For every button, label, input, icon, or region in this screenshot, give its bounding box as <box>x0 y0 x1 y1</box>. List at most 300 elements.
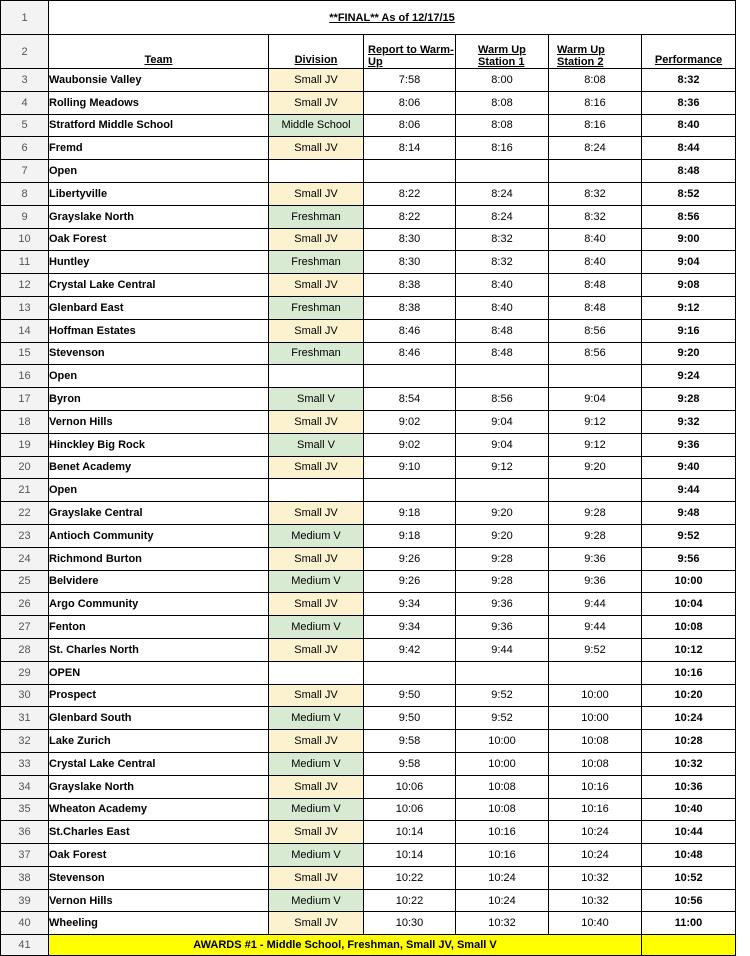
division-cell[interactable]: Medium V <box>269 616 364 639</box>
station1-time-cell[interactable]: 10:32 <box>456 912 549 935</box>
station2-time-cell[interactable]: 8:48 <box>549 296 642 319</box>
table-row <box>1 91 750 114</box>
station2-time-cell[interactable]: 8:08 <box>549 69 642 92</box>
performance-time-cell[interactable]: 9:40 <box>642 456 736 479</box>
station1-time-cell[interactable]: 8:08 <box>456 91 549 114</box>
performance-time-cell[interactable]: 10:56 <box>642 889 736 912</box>
row-number[interactable]: 36 <box>1 821 49 844</box>
row-number[interactable]: 30 <box>1 684 49 707</box>
report-time-cell[interactable]: 10:22 <box>364 889 456 912</box>
table-row <box>1 616 750 639</box>
station2-time-cell[interactable] <box>549 479 642 502</box>
station2-time-cell[interactable] <box>549 365 642 388</box>
station1-time-cell[interactable]: 8:56 <box>456 388 549 411</box>
station2-time-cell[interactable]: 10:16 <box>549 775 642 798</box>
performance-time-cell[interactable]: 9:12 <box>642 296 736 319</box>
station2-time-cell[interactable]: 8:56 <box>549 342 642 365</box>
station1-time-cell[interactable]: 9:12 <box>456 456 549 479</box>
row-number[interactable]: 23 <box>1 524 49 547</box>
division-cell[interactable]: Small JV <box>269 866 364 889</box>
sheet-title[interactable]: **FINAL** As of 12/17/15 <box>49 1 736 35</box>
report-time-cell[interactable]: 8:06 <box>364 91 456 114</box>
team-cell[interactable]: Wheaton Academy <box>49 798 269 821</box>
team-cell[interactable]: Huntley <box>49 251 269 274</box>
station1-time-cell[interactable]: 10:16 <box>456 821 549 844</box>
performance-time-cell[interactable]: 10:32 <box>642 752 736 775</box>
team-cell[interactable]: Grayslake Central <box>49 502 269 525</box>
performance-time-cell[interactable]: 8:36 <box>642 91 736 114</box>
division-cell[interactable]: Small JV <box>269 319 364 342</box>
row-number[interactable]: 26 <box>1 593 49 616</box>
report-time-cell[interactable]: 8:38 <box>364 296 456 319</box>
station2-time-cell[interactable]: 9:28 <box>549 502 642 525</box>
title-row <box>1 1 750 35</box>
row-number[interactable]: 25 <box>1 570 49 593</box>
awards-banner-end[interactable] <box>642 935 736 956</box>
station2-time-cell[interactable]: 8:48 <box>549 274 642 297</box>
station1-time-cell[interactable]: 9:36 <box>456 593 549 616</box>
station1-time-cell[interactable]: 8:08 <box>456 114 549 137</box>
row-number[interactable]: 35 <box>1 798 49 821</box>
team-cell[interactable]: Stratford Middle School <box>49 114 269 137</box>
row-number[interactable]: 15 <box>1 342 49 365</box>
performance-time-cell[interactable]: 8:32 <box>642 69 736 92</box>
station1-time-cell[interactable] <box>456 160 549 183</box>
row-number[interactable]: 2 <box>1 35 49 69</box>
team-cell[interactable]: Lake Zurich <box>49 730 269 753</box>
row-number[interactable]: 13 <box>1 296 49 319</box>
team-cell[interactable]: St. Charles North <box>49 638 269 661</box>
station2-time-cell[interactable]: 10:16 <box>549 798 642 821</box>
performance-time-cell[interactable]: 8:56 <box>642 205 736 228</box>
performance-time-cell[interactable]: 9:08 <box>642 274 736 297</box>
report-time-cell[interactable]: 8:38 <box>364 274 456 297</box>
report-time-cell[interactable]: 9:58 <box>364 730 456 753</box>
row-number[interactable]: 3 <box>1 69 49 92</box>
report-time-cell[interactable]: 8:30 <box>364 251 456 274</box>
row-number[interactable]: 1 <box>1 1 49 35</box>
performance-time-cell[interactable]: 9:20 <box>642 342 736 365</box>
report-time-cell[interactable]: 9:18 <box>364 502 456 525</box>
team-cell[interactable]: Richmond Burton <box>49 547 269 570</box>
report-time-cell[interactable]: 9:26 <box>364 570 456 593</box>
report-time-cell[interactable]: 9:50 <box>364 684 456 707</box>
report-time-cell[interactable]: 9:50 <box>364 707 456 730</box>
team-cell[interactable]: Grayslake North <box>49 775 269 798</box>
team-cell[interactable]: Belvidere <box>49 570 269 593</box>
team-cell[interactable]: Oak Forest <box>49 844 269 867</box>
table-row <box>1 570 750 593</box>
team-cell[interactable]: Hoffman Estates <box>49 319 269 342</box>
report-time-cell[interactable]: 10:06 <box>364 798 456 821</box>
row-number[interactable]: 38 <box>1 866 49 889</box>
row-number[interactable]: 7 <box>1 160 49 183</box>
table-row <box>1 69 750 92</box>
row-number[interactable]: 6 <box>1 137 49 160</box>
station2-time-cell[interactable]: 9:12 <box>549 410 642 433</box>
station1-time-cell[interactable]: 9:52 <box>456 684 549 707</box>
station2-time-cell[interactable]: 9:36 <box>549 547 642 570</box>
team-cell[interactable]: Fenton <box>49 616 269 639</box>
station2-time-cell[interactable]: 8:32 <box>549 182 642 205</box>
performance-time-cell[interactable]: 9:00 <box>642 228 736 251</box>
performance-time-cell[interactable]: 9:04 <box>642 251 736 274</box>
header-report[interactable]: Report to Warm- Up <box>364 35 456 69</box>
team-cell[interactable]: Waubonsie Valley <box>49 69 269 92</box>
station1-time-cell[interactable]: 10:08 <box>456 798 549 821</box>
header-division[interactable]: Division <box>269 35 364 69</box>
performance-time-cell[interactable]: 9:56 <box>642 547 736 570</box>
team-cell[interactable]: Vernon Hills <box>49 889 269 912</box>
station2-time-cell[interactable]: 8:16 <box>549 91 642 114</box>
division-cell[interactable]: Small JV <box>269 69 364 92</box>
station1-time-cell[interactable]: 9:36 <box>456 616 549 639</box>
table-row <box>1 912 750 935</box>
header-station2[interactable]: Warm Up Station 2 <box>549 35 642 69</box>
row-number[interactable]: 18 <box>1 410 49 433</box>
row-number[interactable]: 31 <box>1 707 49 730</box>
station1-time-cell[interactable]: 10:00 <box>456 730 549 753</box>
awards-row <box>1 935 750 956</box>
report-time-cell[interactable]: 10:22 <box>364 866 456 889</box>
performance-time-cell[interactable]: 9:16 <box>642 319 736 342</box>
station1-time-cell[interactable]: 9:28 <box>456 570 549 593</box>
division-cell[interactable]: Small JV <box>269 456 364 479</box>
station1-time-cell[interactable]: 9:20 <box>456 524 549 547</box>
row-number[interactable]: 17 <box>1 388 49 411</box>
table-row <box>1 889 750 912</box>
performance-time-cell[interactable]: 10:40 <box>642 798 736 821</box>
team-cell[interactable]: Libertyville <box>49 182 269 205</box>
station2-time-cell[interactable]: 8:32 <box>549 205 642 228</box>
performance-time-cell[interactable]: 10:48 <box>642 844 736 867</box>
report-time-cell[interactable]: 9:10 <box>364 456 456 479</box>
report-time-cell[interactable]: 9:18 <box>364 524 456 547</box>
report-time-cell[interactable] <box>364 365 456 388</box>
row-number[interactable]: 27 <box>1 616 49 639</box>
station1-time-cell[interactable]: 9:20 <box>456 502 549 525</box>
report-time-cell[interactable]: 8:22 <box>364 182 456 205</box>
station2-time-cell[interactable]: 10:40 <box>549 912 642 935</box>
division-cell[interactable]: Small JV <box>269 228 364 251</box>
team-cell[interactable]: Glenbard East <box>49 296 269 319</box>
table-row <box>1 593 750 616</box>
report-time-cell[interactable]: 8:54 <box>364 388 456 411</box>
station1-time-cell[interactable]: 8:16 <box>456 137 549 160</box>
table-row <box>1 137 750 160</box>
performance-time-cell[interactable]: 10:28 <box>642 730 736 753</box>
table-row <box>1 479 750 502</box>
division-cell[interactable]: Medium V <box>269 707 364 730</box>
row-number[interactable]: 40 <box>1 912 49 935</box>
station1-time-cell[interactable] <box>456 365 549 388</box>
row-number[interactable]: 9 <box>1 205 49 228</box>
header-performance[interactable]: Performance <box>642 35 736 69</box>
performance-time-cell[interactable]: 10:08 <box>642 616 736 639</box>
team-cell[interactable]: Argo Community <box>49 593 269 616</box>
performance-time-cell[interactable]: 9:28 <box>642 388 736 411</box>
row-number[interactable]: 14 <box>1 319 49 342</box>
station2-time-cell[interactable]: 8:40 <box>549 228 642 251</box>
station2-time-cell[interactable]: 9:04 <box>549 388 642 411</box>
station2-time-cell[interactable] <box>549 661 642 684</box>
station2-time-cell[interactable]: 9:44 <box>549 616 642 639</box>
row-number[interactable]: 8 <box>1 182 49 205</box>
station2-time-cell[interactable]: 10:24 <box>549 844 642 867</box>
station1-time-cell[interactable]: 10:16 <box>456 844 549 867</box>
row-number[interactable]: 33 <box>1 752 49 775</box>
team-cell[interactable]: Open <box>49 365 269 388</box>
team-cell[interactable]: Fremd <box>49 137 269 160</box>
division-cell[interactable]: Small JV <box>269 182 364 205</box>
station2-time-cell[interactable]: 10:08 <box>549 730 642 753</box>
division-cell[interactable]: Small JV <box>269 684 364 707</box>
table-row <box>1 502 750 525</box>
station1-time-cell[interactable]: 8:40 <box>456 296 549 319</box>
station2-time-cell[interactable]: 10:00 <box>549 684 642 707</box>
report-time-cell[interactable]: 9:26 <box>364 547 456 570</box>
performance-time-cell[interactable]: 9:52 <box>642 524 736 547</box>
performance-time-cell[interactable]: 8:44 <box>642 137 736 160</box>
station2-time-cell[interactable] <box>549 160 642 183</box>
station2-time-cell[interactable]: 8:24 <box>549 137 642 160</box>
team-cell[interactable]: Open <box>49 479 269 502</box>
report-time-cell[interactable]: 10:30 <box>364 912 456 935</box>
report-time-cell[interactable] <box>364 160 456 183</box>
report-time-cell[interactable]: 9:42 <box>364 638 456 661</box>
station1-time-cell[interactable]: 8:48 <box>456 319 549 342</box>
row-number[interactable]: 24 <box>1 547 49 570</box>
station1-time-cell[interactable]: 9:04 <box>456 433 549 456</box>
division-cell[interactable]: Middle School <box>269 114 364 137</box>
team-cell[interactable]: Open <box>49 160 269 183</box>
station1-time-cell[interactable]: 8:24 <box>456 205 549 228</box>
station2-time-cell[interactable]: 9:20 <box>549 456 642 479</box>
division-cell[interactable]: Medium V <box>269 844 364 867</box>
station2-time-cell[interactable]: 10:24 <box>549 821 642 844</box>
table-row <box>1 251 750 274</box>
division-cell[interactable] <box>269 365 364 388</box>
performance-time-cell[interactable]: 9:48 <box>642 502 736 525</box>
header-station1[interactable]: Warm Up Station 1 <box>456 35 549 69</box>
header-row <box>1 35 750 69</box>
division-cell[interactable]: Medium V <box>269 889 364 912</box>
row-number[interactable]: 29 <box>1 661 49 684</box>
team-cell[interactable]: Byron <box>49 388 269 411</box>
station1-time-cell[interactable]: 9:44 <box>456 638 549 661</box>
team-cell[interactable]: Prospect <box>49 684 269 707</box>
performance-time-cell[interactable]: 10:00 <box>642 570 736 593</box>
table-row <box>1 456 750 479</box>
table-row <box>1 547 750 570</box>
station1-time-cell[interactable] <box>456 661 549 684</box>
team-cell[interactable]: Grayslake North <box>49 205 269 228</box>
row-number[interactable]: 4 <box>1 91 49 114</box>
division-cell[interactable]: Small JV <box>269 912 364 935</box>
division-cell[interactable]: Small JV <box>269 137 364 160</box>
division-cell[interactable] <box>269 160 364 183</box>
performance-time-cell[interactable]: 8:48 <box>642 160 736 183</box>
awards-banner[interactable]: AWARDS #1 - Middle School, Freshman, Small JV, Small V <box>49 935 642 956</box>
team-cell[interactable]: Stevenson <box>49 866 269 889</box>
station1-time-cell[interactable]: 8:24 <box>456 182 549 205</box>
team-cell[interactable]: St.Charles East <box>49 821 269 844</box>
performance-time-cell[interactable]: 9:24 <box>642 365 736 388</box>
performance-time-cell[interactable]: 8:40 <box>642 114 736 137</box>
row-number[interactable]: 20 <box>1 456 49 479</box>
report-time-cell[interactable]: 9:34 <box>364 616 456 639</box>
division-cell[interactable]: Small JV <box>269 821 364 844</box>
division-cell[interactable]: Freshman <box>269 251 364 274</box>
division-cell[interactable]: Small V <box>269 433 364 456</box>
division-cell[interactable]: Medium V <box>269 524 364 547</box>
report-time-cell[interactable] <box>364 661 456 684</box>
row-number[interactable]: 12 <box>1 274 49 297</box>
team-cell[interactable]: OPEN <box>49 661 269 684</box>
row-number[interactable]: 16 <box>1 365 49 388</box>
team-cell[interactable]: Benet Academy <box>49 456 269 479</box>
table-row <box>1 775 750 798</box>
table-row <box>1 228 750 251</box>
station2-time-cell[interactable]: 9:52 <box>549 638 642 661</box>
station1-time-cell[interactable]: 8:48 <box>456 342 549 365</box>
team-cell[interactable]: Stevenson <box>49 342 269 365</box>
station1-time-cell[interactable]: 8:32 <box>456 251 549 274</box>
station2-time-cell[interactable]: 9:36 <box>549 570 642 593</box>
table-row <box>1 798 750 821</box>
division-cell[interactable]: Small JV <box>269 91 364 114</box>
report-time-cell[interactable]: 8:46 <box>364 342 456 365</box>
row-number[interactable]: 41 <box>1 935 49 956</box>
station2-time-cell[interactable]: 10:00 <box>549 707 642 730</box>
station1-time-cell[interactable]: 10:00 <box>456 752 549 775</box>
performance-time-cell[interactable]: 10:52 <box>642 866 736 889</box>
performance-time-cell[interactable]: 9:44 <box>642 479 736 502</box>
team-cell[interactable]: Glenbard South <box>49 707 269 730</box>
division-cell[interactable]: Small JV <box>269 593 364 616</box>
report-time-cell[interactable]: 10:06 <box>364 775 456 798</box>
station2-time-cell[interactable]: 8:40 <box>549 251 642 274</box>
station1-time-cell[interactable]: 8:32 <box>456 228 549 251</box>
performance-time-cell[interactable]: 10:04 <box>642 593 736 616</box>
report-time-cell[interactable]: 9:58 <box>364 752 456 775</box>
report-time-cell[interactable] <box>364 479 456 502</box>
row-number[interactable]: 21 <box>1 479 49 502</box>
team-cell[interactable]: Rolling Meadows <box>49 91 269 114</box>
station2-time-cell[interactable]: 10:32 <box>549 889 642 912</box>
division-cell[interactable]: Small JV <box>269 547 364 570</box>
station1-time-cell[interactable]: 8:40 <box>456 274 549 297</box>
row-number[interactable]: 39 <box>1 889 49 912</box>
division-cell[interactable]: Freshman <box>269 342 364 365</box>
division-cell[interactable]: Small JV <box>269 502 364 525</box>
division-cell[interactable]: Freshman <box>269 205 364 228</box>
division-cell[interactable] <box>269 661 364 684</box>
division-cell[interactable]: Small JV <box>269 730 364 753</box>
station1-time-cell[interactable]: 10:08 <box>456 775 549 798</box>
station1-time-cell[interactable]: 10:24 <box>456 889 549 912</box>
table-row <box>1 205 750 228</box>
station1-time-cell[interactable]: 9:52 <box>456 707 549 730</box>
report-time-cell[interactable]: 8:22 <box>364 205 456 228</box>
row-number[interactable]: 19 <box>1 433 49 456</box>
performance-time-cell[interactable]: 8:52 <box>642 182 736 205</box>
station2-time-cell[interactable]: 10:32 <box>549 866 642 889</box>
performance-time-cell[interactable]: 10:36 <box>642 775 736 798</box>
report-time-cell[interactable]: 9:02 <box>364 433 456 456</box>
station2-time-cell[interactable]: 8:56 <box>549 319 642 342</box>
station2-time-cell[interactable]: 10:08 <box>549 752 642 775</box>
performance-time-cell[interactable]: 10:16 <box>642 661 736 684</box>
division-cell[interactable]: Small JV <box>269 274 364 297</box>
table-row <box>1 274 750 297</box>
report-time-cell[interactable]: 10:14 <box>364 844 456 867</box>
report-time-cell[interactable]: 8:46 <box>364 319 456 342</box>
row-number[interactable]: 28 <box>1 638 49 661</box>
team-cell[interactable]: Wheeling <box>49 912 269 935</box>
division-cell[interactable] <box>269 479 364 502</box>
row-number[interactable]: 32 <box>1 730 49 753</box>
station2-time-cell[interactable]: 8:16 <box>549 114 642 137</box>
row-number[interactable]: 10 <box>1 228 49 251</box>
station1-time-cell[interactable]: 9:04 <box>456 410 549 433</box>
station1-time-cell[interactable]: 8:00 <box>456 69 549 92</box>
performance-time-cell[interactable]: 10:44 <box>642 821 736 844</box>
performance-time-cell[interactable]: 9:36 <box>642 433 736 456</box>
performance-time-cell[interactable]: 10:20 <box>642 684 736 707</box>
report-time-cell[interactable]: 10:14 <box>364 821 456 844</box>
report-time-cell[interactable]: 9:02 <box>364 410 456 433</box>
row-number[interactable]: 5 <box>1 114 49 137</box>
row-number[interactable]: 11 <box>1 251 49 274</box>
team-cell[interactable]: Antioch Community <box>49 524 269 547</box>
row-number[interactable]: 37 <box>1 844 49 867</box>
row-number[interactable]: 22 <box>1 502 49 525</box>
team-cell[interactable]: Crystal Lake Central <box>49 752 269 775</box>
station2-time-cell[interactable]: 9:44 <box>549 593 642 616</box>
division-cell[interactable]: Medium V <box>269 752 364 775</box>
team-cell[interactable]: Hinckley Big Rock <box>49 433 269 456</box>
performance-time-cell[interactable]: 9:32 <box>642 410 736 433</box>
performance-time-cell[interactable]: 11:00 <box>642 912 736 935</box>
station1-time-cell[interactable]: 10:24 <box>456 866 549 889</box>
performance-time-cell[interactable]: 10:24 <box>642 707 736 730</box>
report-time-cell[interactable]: 8:30 <box>364 228 456 251</box>
station1-time-cell[interactable] <box>456 479 549 502</box>
division-cell[interactable]: Freshman <box>269 296 364 319</box>
division-cell[interactable]: Small V <box>269 388 364 411</box>
division-cell[interactable]: Small JV <box>269 775 364 798</box>
table-row <box>1 821 750 844</box>
team-cell[interactable]: Crystal Lake Central <box>49 274 269 297</box>
report-time-cell[interactable]: 9:34 <box>364 593 456 616</box>
station2-time-cell[interactable]: 9:12 <box>549 433 642 456</box>
division-cell[interactable]: Small JV <box>269 638 364 661</box>
team-cell[interactable]: Oak Forest <box>49 228 269 251</box>
row-number[interactable]: 34 <box>1 775 49 798</box>
header-team[interactable]: Team <box>49 35 269 69</box>
division-cell[interactable]: Medium V <box>269 570 364 593</box>
station2-time-cell[interactable]: 9:28 <box>549 524 642 547</box>
report-time-cell[interactable]: 8:14 <box>364 137 456 160</box>
team-cell[interactable]: Vernon Hills <box>49 410 269 433</box>
station1-time-cell[interactable]: 9:28 <box>456 547 549 570</box>
performance-time-cell[interactable]: 10:12 <box>642 638 736 661</box>
division-cell[interactable]: Small JV <box>269 410 364 433</box>
report-time-cell[interactable]: 7:58 <box>364 69 456 92</box>
report-time-cell[interactable]: 8:06 <box>364 114 456 137</box>
division-cell[interactable]: Medium V <box>269 798 364 821</box>
